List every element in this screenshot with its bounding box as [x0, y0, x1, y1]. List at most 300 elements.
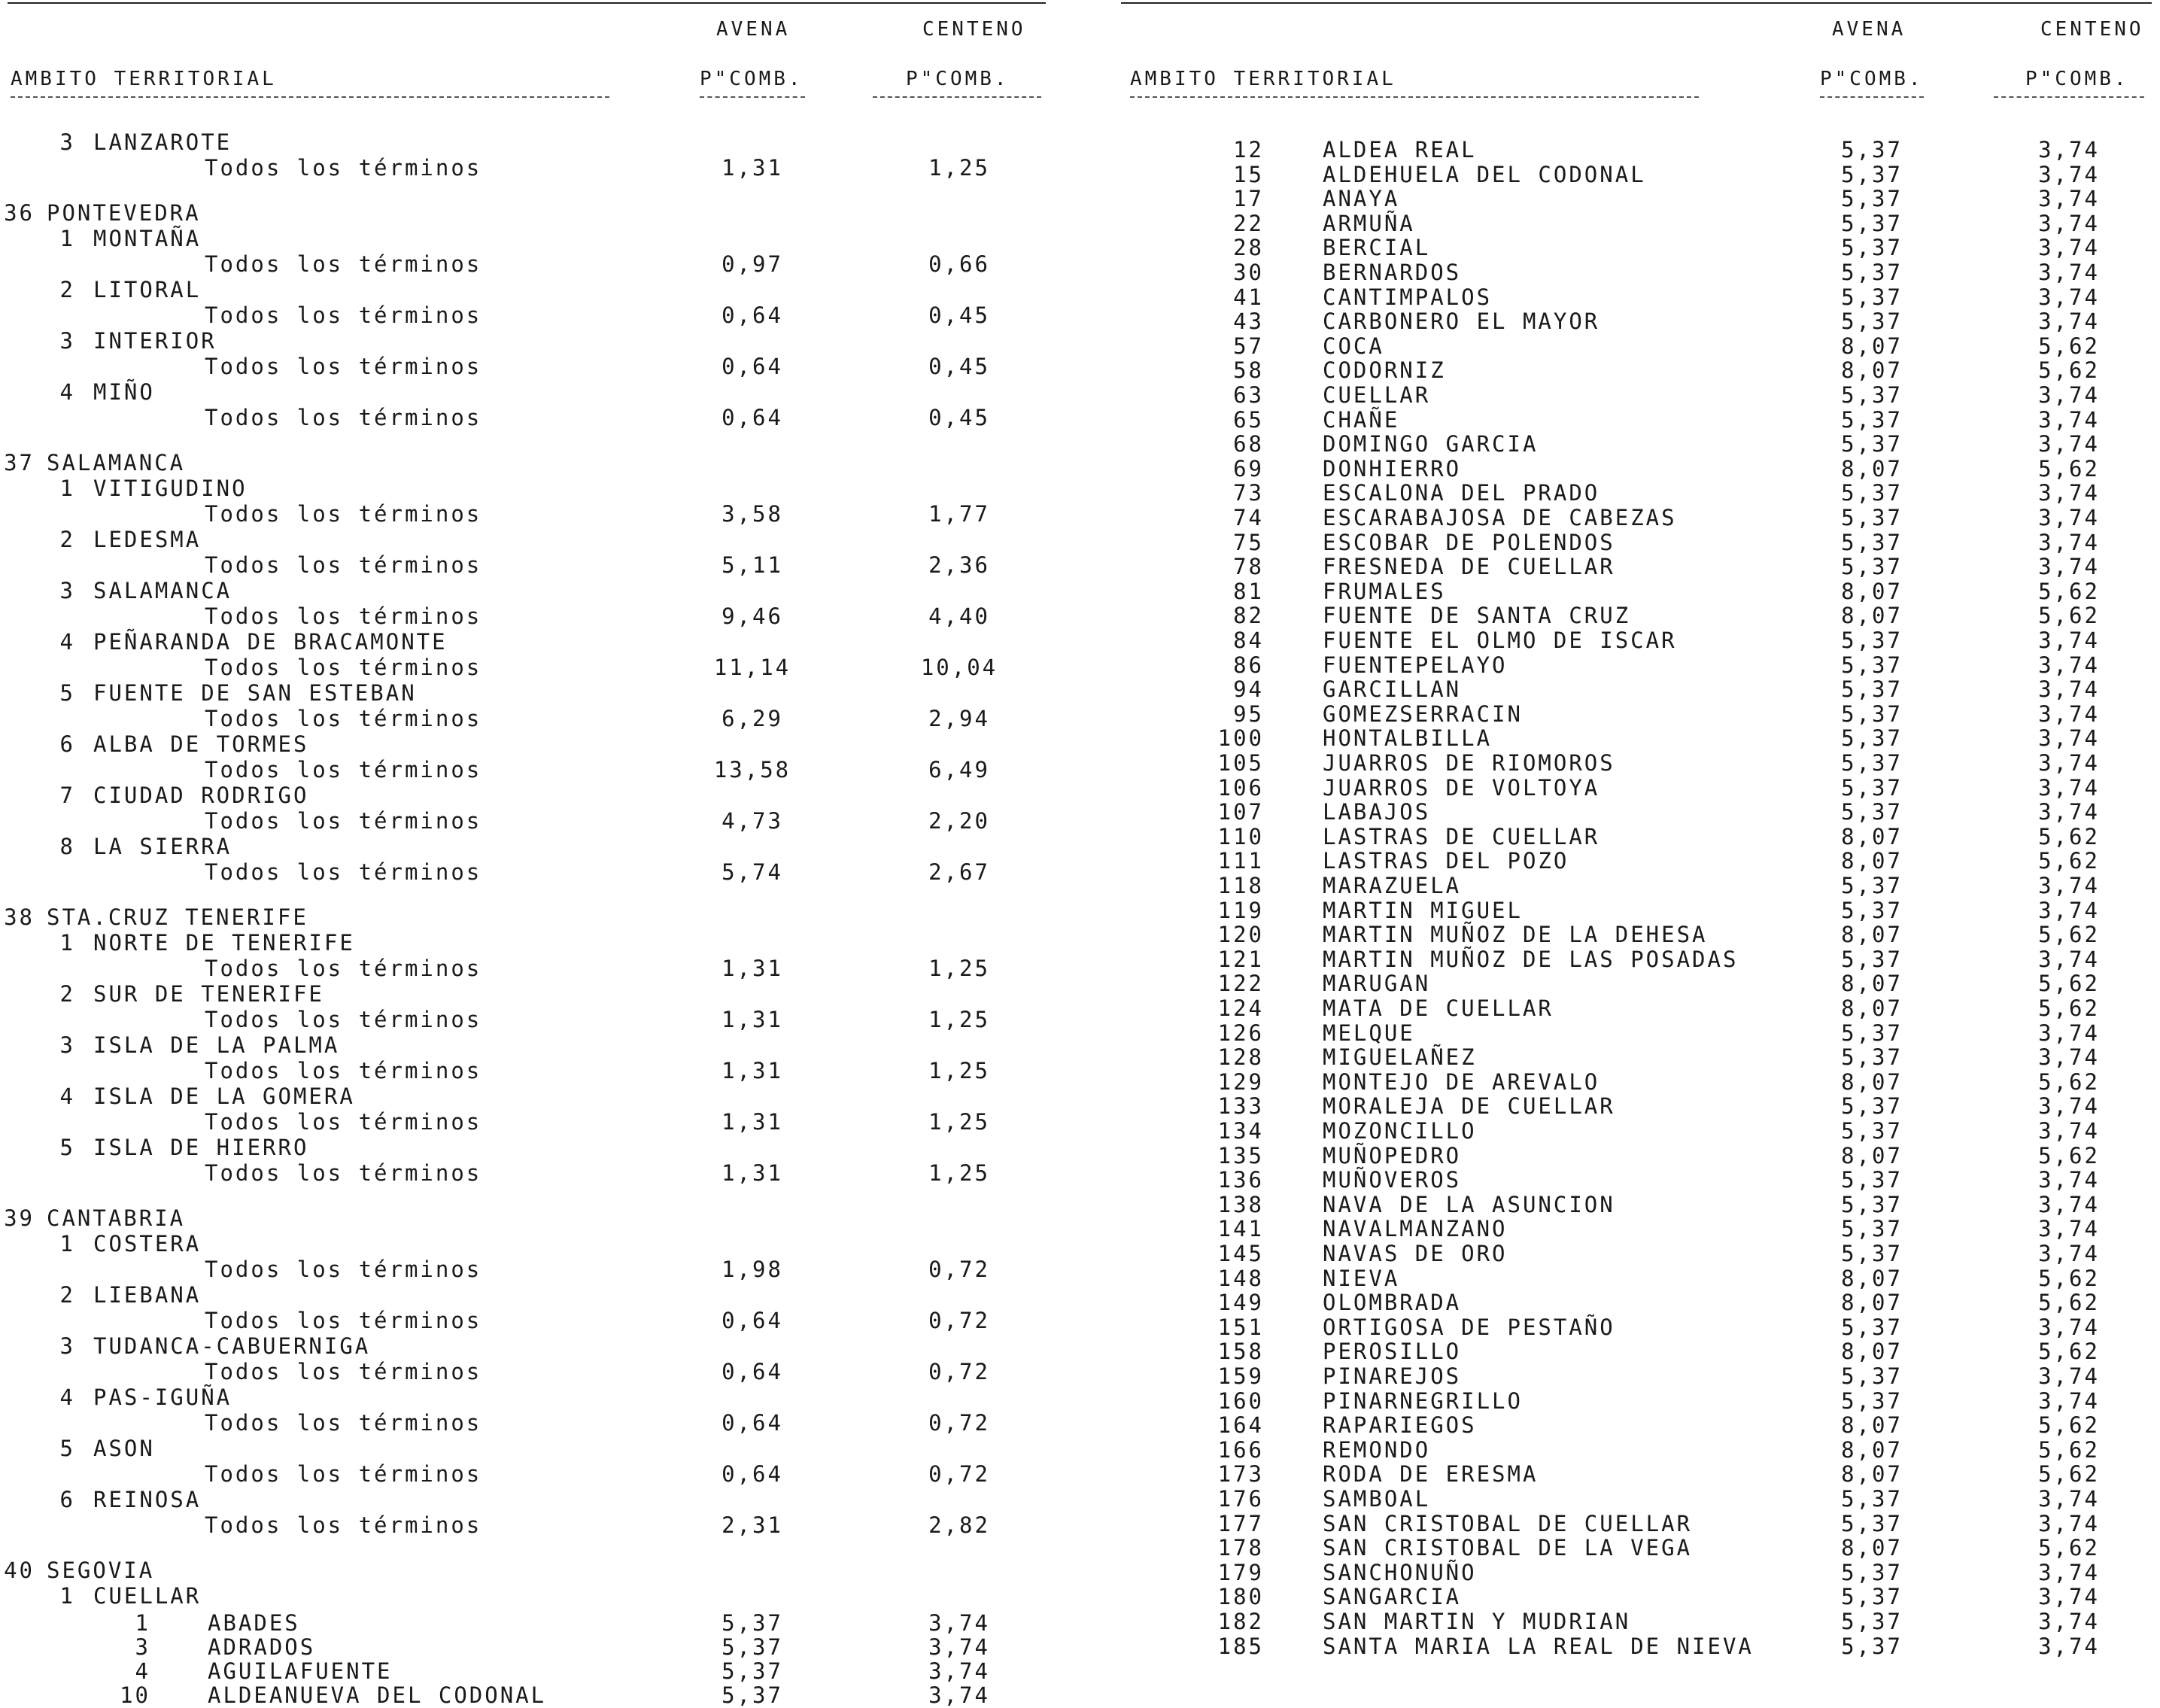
- municipio-code: 68: [1233, 431, 1264, 457]
- avena-value: 5,37: [1841, 1216, 1903, 1242]
- municipio-code: 41: [1233, 284, 1264, 310]
- municipio-name: MARUGAN: [1323, 971, 1431, 997]
- centeno-value: 5,62: [2038, 848, 2100, 874]
- municipio-code: 182: [1217, 1609, 1264, 1634]
- table-row: [1113, 1388, 2160, 1412]
- municipio-name: FUENTE DE SANTA CRUZ: [1323, 603, 1631, 629]
- comarca-code: 3: [59, 129, 75, 155]
- municipio-name: ALDEANUEVA DEL CODONAL: [208, 1682, 547, 1708]
- municipio-name: MUÑOVEROS: [1323, 1167, 1462, 1193]
- header-avena: AVENA: [716, 18, 791, 41]
- centeno-value: 5,62: [2038, 1265, 2100, 1291]
- header-ambito: AMBITO TERRITORIAL: [11, 68, 277, 90]
- comarca-code: 6: [59, 1487, 75, 1512]
- table-row: [0, 1282, 1053, 1308]
- centeno-value: 3,74: [2038, 406, 2100, 433]
- avena-value: 5,37: [1841, 701, 1903, 727]
- centeno-value: 2,20: [928, 808, 990, 834]
- municipio-name: ESCALONA DEL PRADO: [1323, 480, 1600, 506]
- municipio-code: 84: [1233, 628, 1264, 653]
- centeno-value: 5,62: [2038, 603, 2100, 629]
- avena-value: 0,64: [722, 302, 783, 328]
- table-row: [0, 1231, 1053, 1257]
- municipio-code: 82: [1233, 603, 1264, 629]
- municipio-code: 148: [1217, 1265, 1264, 1291]
- table-row: [1113, 1093, 2160, 1120]
- header-centeno-sub: P"COMB.: [2025, 68, 2129, 90]
- avena-value: 2,31: [722, 1512, 783, 1538]
- centeno-value: 5,62: [2038, 1290, 2100, 1316]
- table-row: [0, 655, 1053, 680]
- centeno-value: 2,36: [928, 552, 990, 578]
- municipio-code: 176: [1217, 1486, 1264, 1512]
- province-code: 40: [4, 1558, 35, 1583]
- table-row: [0, 476, 1053, 501]
- todos-label: Todos los términos: [205, 501, 482, 527]
- municipio-code: 4: [135, 1658, 150, 1684]
- table-row: [1113, 750, 2160, 774]
- avena-value: 8,07: [1841, 971, 1903, 997]
- table-row: [1113, 1143, 2160, 1167]
- centeno-value: 5,62: [2038, 1461, 2100, 1488]
- avena-value: 5,37: [1841, 554, 1903, 580]
- header-rule: [1994, 96, 2144, 98]
- municipio-name: PINAREJOS: [1323, 1363, 1462, 1389]
- municipio-code: 3: [135, 1634, 150, 1660]
- municipio-code: 95: [1233, 701, 1264, 727]
- centeno-value: 10,04: [920, 655, 998, 680]
- table-row: [0, 1333, 1053, 1359]
- table-row: [1113, 235, 2160, 259]
- municipio-name: CODORNIZ: [1323, 357, 1446, 384]
- municipio-code: 100: [1217, 725, 1264, 752]
- avena-value: 5,37: [1841, 480, 1903, 506]
- table-row: [1113, 1192, 2160, 1216]
- table-row: [1113, 775, 2160, 799]
- header-centeno-sub: P"COMB.: [906, 68, 1010, 90]
- municipio-code: 151: [1217, 1314, 1264, 1340]
- comarca-code: 3: [59, 578, 75, 603]
- avena-value: 5,37: [1841, 406, 1903, 433]
- comarca-code: 3: [59, 1032, 75, 1058]
- avena-value: 1,31: [722, 155, 783, 181]
- municipio-name: GARCILLAN: [1323, 676, 1462, 703]
- avena-value: 0,64: [722, 354, 783, 379]
- comarca-name: PEÑARANDA DE BRACAMONTE: [93, 629, 448, 655]
- municipio-name: ABADES: [208, 1610, 300, 1636]
- centeno-value: 3,74: [2038, 1584, 2100, 1610]
- municipio-code: 122: [1217, 971, 1264, 997]
- avena-value: 5,37: [1841, 1191, 1903, 1217]
- municipio-name: MUÑOPEDRO: [1323, 1142, 1462, 1169]
- municipio-name: NAVAS DE ORO: [1323, 1241, 1508, 1266]
- municipio-name: FUENTEPELAYO: [1323, 652, 1508, 678]
- table-row: [1113, 579, 2160, 603]
- municipio-name: CARBONERO EL MAYOR: [1323, 308, 1600, 335]
- centeno-value: 0,72: [928, 1308, 990, 1333]
- comarca-name: LANZAROTE: [93, 129, 232, 155]
- centeno-value: 3,74: [2038, 799, 2100, 825]
- table-row: [1113, 628, 2160, 652]
- province-code: 37: [4, 450, 35, 476]
- comarca-name: ALBA DE TORMES: [93, 731, 309, 757]
- table-row: [1113, 1535, 2160, 1559]
- municipio-code: 105: [1217, 750, 1264, 776]
- comarca-name: MIÑO: [93, 379, 155, 405]
- municipio-code: 124: [1217, 995, 1264, 1021]
- municipio-name: NIEVA: [1323, 1265, 1400, 1291]
- comarca-name: ISLA DE HIERRO: [93, 1135, 309, 1160]
- centeno-value: 3,74: [2038, 1216, 2100, 1242]
- centeno-value: 3,74: [2038, 137, 2100, 163]
- centeno-value: 3,74: [2038, 1020, 2100, 1046]
- centeno-value: 3,74: [2038, 382, 2100, 408]
- municipio-code: 158: [1217, 1339, 1264, 1365]
- table-row: [1113, 947, 2160, 971]
- municipio-name: LABAJOS: [1323, 799, 1431, 825]
- municipio-code: 1: [135, 1610, 150, 1636]
- avena-value: 5,11: [722, 552, 783, 578]
- municipio-name: GOMEZSERRACIN: [1323, 701, 1523, 727]
- avena-value: 0,64: [722, 1359, 783, 1384]
- avena-value: 8,07: [1841, 357, 1903, 384]
- table-row: [1113, 186, 2160, 210]
- table-row: [1113, 1437, 2160, 1461]
- comarca-name: INTERIOR: [93, 328, 217, 354]
- centeno-value: 1,25: [928, 1007, 990, 1032]
- table-row: [0, 226, 1053, 251]
- municipio-name: SANCHONUÑO: [1323, 1559, 1477, 1585]
- table-row: [1113, 308, 2160, 333]
- header-rule: [11, 96, 609, 98]
- avena-value: 8,07: [1841, 1461, 1903, 1488]
- centeno-value: 2,67: [928, 859, 990, 885]
- centeno-value: 5,62: [2038, 1142, 2100, 1169]
- table-row: [1113, 1020, 2160, 1044]
- avena-value: 6,29: [722, 706, 783, 731]
- table-row: [1113, 824, 2160, 848]
- municipio-code: 110: [1217, 823, 1264, 849]
- table-row: [0, 1083, 1053, 1109]
- avena-value: 8,07: [1841, 1265, 1903, 1291]
- municipio-name: ESCARABAJOSA DE CABEZAS: [1323, 505, 1677, 530]
- table-row: [1113, 1511, 2160, 1535]
- table-row: [1113, 1486, 2160, 1510]
- comarca-code: 1: [59, 476, 75, 501]
- table-row: [1113, 284, 2160, 308]
- municipio-code: 141: [1217, 1216, 1264, 1242]
- comarca-name: NORTE DE TENERIFE: [93, 930, 355, 956]
- centeno-value: 3,74: [928, 1634, 990, 1660]
- table-row: [0, 956, 1053, 981]
- municipio-code: 57: [1233, 333, 1264, 359]
- avena-value: 5,37: [1841, 210, 1903, 236]
- avena-value: 5,37: [1841, 1020, 1903, 1046]
- comarca-name: TUDANCA-CABUERNIGA: [93, 1333, 371, 1359]
- todos-label: Todos los términos: [205, 808, 482, 834]
- municipio-code: 63: [1233, 382, 1264, 408]
- comarca-code: 4: [59, 1384, 75, 1410]
- table-row: [1113, 357, 2160, 384]
- header-rule: [1820, 96, 1924, 98]
- centeno-value: 3,74: [2038, 431, 2100, 457]
- table-row: [0, 450, 1053, 476]
- table-row: [1113, 1560, 2160, 1584]
- municipio-code: 121: [1217, 946, 1264, 972]
- table-row: [0, 1558, 1053, 1583]
- avena-value: 8,07: [1841, 922, 1903, 948]
- centeno-value: 1,25: [928, 1058, 990, 1083]
- municipio-code: 129: [1217, 1068, 1264, 1095]
- table-row: [0, 1007, 1053, 1032]
- avena-value: 5,37: [1841, 750, 1903, 776]
- table-row: [0, 1384, 1053, 1410]
- comarca-name: SUR DE TENERIFE: [93, 981, 324, 1007]
- municipio-name: COCA: [1323, 333, 1384, 359]
- province-name: PONTEVEDRA: [47, 200, 201, 226]
- table-row: [1113, 382, 2160, 406]
- municipio-name: NAVALMANZANO: [1323, 1216, 1508, 1242]
- avena-value: 5,37: [1841, 1609, 1903, 1634]
- municipio-code: 179: [1217, 1559, 1264, 1585]
- comarca-code: 8: [59, 834, 75, 859]
- comarca-name: SALAMANCA: [93, 578, 232, 603]
- municipio-name: LASTRAS DE CUELLAR: [1323, 823, 1600, 849]
- avena-value: 5,74: [722, 859, 783, 885]
- comarca-name: LEDESMA: [93, 527, 202, 552]
- todos-label: Todos los términos: [205, 1461, 482, 1487]
- avena-value: 5,37: [722, 1634, 783, 1660]
- avena-value: 8,07: [1841, 995, 1903, 1021]
- comarca-code: 4: [59, 379, 75, 405]
- todos-label: Todos los términos: [205, 1359, 482, 1384]
- todos-label: Todos los términos: [205, 1007, 482, 1032]
- municipio-code: 119: [1217, 897, 1264, 923]
- centeno-value: 0,72: [928, 1257, 990, 1282]
- municipio-name: SANGARCIA: [1323, 1584, 1462, 1610]
- centeno-value: 3,74: [2038, 774, 2100, 801]
- centeno-value: 5,62: [2038, 922, 2100, 948]
- municipio-name: CUELLAR: [1323, 382, 1431, 408]
- avena-value: 8,07: [1841, 578, 1903, 604]
- table-row: [1113, 1412, 2160, 1439]
- municipio-name: LASTRAS DEL POZO: [1323, 848, 1569, 874]
- avena-value: 5,37: [1841, 1387, 1903, 1414]
- table-row: [1113, 1363, 2160, 1387]
- table-row: [1113, 848, 2160, 872]
- avena-value: 8,07: [1841, 823, 1903, 849]
- avena-value: 5,37: [1841, 628, 1903, 653]
- avena-value: 5,37: [1841, 1241, 1903, 1266]
- table-row: [1113, 1634, 2160, 1658]
- comarca-code: 2: [59, 981, 75, 1007]
- todos-label: Todos los términos: [205, 405, 482, 430]
- table-row: [1113, 333, 2160, 357]
- municipio-code: 69: [1233, 455, 1264, 482]
- avena-value: 5,37: [1841, 1093, 1903, 1120]
- municipio-name: FRESNEDA DE CUELLAR: [1323, 554, 1615, 580]
- table-row: [0, 302, 1053, 328]
- municipio-name: ESCOBAR DE POLENDOS: [1323, 529, 1615, 555]
- centeno-value: 3,74: [2038, 946, 2100, 972]
- municipio-code: 173: [1217, 1461, 1264, 1488]
- table-row: [0, 1610, 1053, 1636]
- comarca-code: 5: [59, 1135, 75, 1160]
- avena-value: 8,07: [1841, 455, 1903, 482]
- table-row: [1113, 1290, 2160, 1314]
- avena-value: 5,37: [1841, 1118, 1903, 1144]
- top-rule: [8, 2, 1046, 4]
- table-row: [0, 1308, 1053, 1333]
- table-row: [0, 1135, 1053, 1160]
- centeno-value: 3,74: [2038, 210, 2100, 236]
- municipio-code: 65: [1233, 406, 1264, 433]
- avena-value: 0,64: [722, 1461, 783, 1487]
- municipio-code: 126: [1217, 1020, 1264, 1046]
- table-row: [1113, 725, 2160, 752]
- header-rule: [1130, 96, 1699, 98]
- table-row: [1113, 1216, 2160, 1240]
- table-row: [0, 501, 1053, 527]
- centeno-value: 2,94: [928, 706, 990, 731]
- avena-value: 5,37: [1841, 1633, 1903, 1659]
- avena-value: 8,07: [1841, 848, 1903, 874]
- table-row: [0, 1658, 1053, 1684]
- todos-label: Todos los términos: [205, 1109, 482, 1135]
- avena-value: 5,37: [1841, 873, 1903, 898]
- municipio-code: 180: [1217, 1584, 1264, 1610]
- table-row: [1113, 431, 2160, 455]
- centeno-value: 1,25: [928, 155, 990, 181]
- table-row: [1113, 873, 2160, 897]
- table-row: [0, 1487, 1053, 1512]
- table-row: [1113, 1241, 2160, 1265]
- centeno-value: 3,74: [2038, 1191, 2100, 1217]
- avena-value: 5,37: [1841, 652, 1903, 678]
- municipio-code: 73: [1233, 480, 1264, 506]
- table-row: [0, 1436, 1053, 1461]
- avena-value: 8,07: [1841, 1290, 1903, 1316]
- table-row: [0, 680, 1053, 706]
- centeno-value: 4,40: [928, 603, 990, 629]
- municipio-code: 135: [1217, 1142, 1264, 1169]
- avena-value: 8,07: [1841, 1412, 1903, 1439]
- centeno-value: 0,45: [928, 302, 990, 328]
- table-row: [1113, 505, 2160, 529]
- comarca-name: LA SIERRA: [93, 834, 232, 859]
- municipio-code: 28: [1233, 235, 1264, 261]
- avena-value: 8,07: [1841, 1535, 1903, 1561]
- table-row: [0, 1682, 1053, 1708]
- municipio-name: MIGUELAÑEZ: [1323, 1044, 1477, 1071]
- centeno-value: 0,45: [928, 354, 990, 379]
- centeno-value: 3,74: [2038, 1044, 2100, 1071]
- avena-value: 5,37: [1841, 1486, 1903, 1512]
- municipio-code: 111: [1217, 848, 1264, 874]
- header-avena-sub: P"COMB.: [1820, 68, 1924, 90]
- avena-value: 8,07: [1841, 333, 1903, 359]
- municipio-name: ORTIGOSA DE PESTAÑO: [1323, 1314, 1615, 1340]
- avena-value: 5,37: [1841, 529, 1903, 555]
- municipio-name: SAMBOAL: [1323, 1486, 1431, 1512]
- table-row: [1113, 456, 2160, 480]
- province-name: SALAMANCA: [47, 450, 186, 476]
- comarca-name: CIUDAD RODRIGO: [93, 783, 309, 808]
- table-row: [0, 1058, 1053, 1083]
- municipio-code: 107: [1217, 799, 1264, 825]
- table-row: [0, 859, 1053, 885]
- municipio-code: 159: [1217, 1363, 1264, 1389]
- avena-value: 5,37: [1841, 260, 1903, 285]
- table-row: [1113, 530, 2160, 554]
- table-row: [1113, 137, 2160, 161]
- centeno-value: 3,74: [2038, 1486, 2100, 1512]
- table-row: [0, 1160, 1053, 1186]
- municipio-code: 128: [1217, 1044, 1264, 1071]
- avena-value: 5,37: [1841, 897, 1903, 923]
- comarca-code: 2: [59, 527, 75, 552]
- municipio-code: 164: [1217, 1412, 1264, 1439]
- avena-value: 1,31: [722, 1058, 783, 1083]
- centeno-value: 3,74: [2038, 284, 2100, 310]
- municipio-code: 15: [1233, 161, 1264, 187]
- municipio-name: PINARNEGRILLO: [1323, 1387, 1523, 1414]
- table-row: [1113, 1069, 2160, 1093]
- centeno-value: 0,45: [928, 405, 990, 430]
- avena-value: 5,37: [1841, 161, 1903, 187]
- municipio-name: MARTIN MUÑOZ DE LA DEHESA: [1323, 922, 1708, 948]
- centeno-value: 3,74: [2038, 1167, 2100, 1193]
- municipio-code: 10: [120, 1682, 150, 1708]
- comarca-code: 1: [59, 1231, 75, 1257]
- avena-value: 5,37: [1841, 1584, 1903, 1610]
- centeno-value: 5,62: [2038, 357, 2100, 384]
- centeno-value: 5,62: [2038, 995, 2100, 1021]
- municipio-name: NAVA DE LA ASUNCION: [1323, 1191, 1615, 1217]
- centeno-value: 5,62: [2038, 1068, 2100, 1095]
- province-name: SEGOVIA: [47, 1558, 155, 1583]
- municipio-name: ALDEHUELA DEL CODONAL: [1323, 161, 1646, 187]
- avena-value: 1,98: [722, 1257, 783, 1282]
- municipio-name: MOZONCILLO: [1323, 1118, 1477, 1144]
- centeno-value: 0,72: [928, 1461, 990, 1487]
- table-row: [0, 527, 1053, 552]
- comarca-code: 2: [59, 1282, 75, 1308]
- avena-value: 5,37: [1841, 308, 1903, 335]
- avena-value: 5,37: [1841, 505, 1903, 530]
- table-row: [1113, 603, 2160, 627]
- centeno-value: 3,74: [2038, 235, 2100, 261]
- table-row: [1113, 1314, 2160, 1339]
- avena-value: 8,07: [1841, 1068, 1903, 1095]
- centeno-value: 3,74: [2038, 1363, 2100, 1389]
- header-rule: [873, 96, 1041, 98]
- municipio-name: MARTIN MUÑOZ DE LAS POSADAS: [1323, 946, 1739, 972]
- table-row: [1113, 799, 2160, 823]
- municipio-name: MARTIN MIGUEL: [1323, 897, 1523, 923]
- municipio-code: 43: [1233, 308, 1264, 335]
- table-row: [0, 706, 1053, 731]
- comarca-name: REINOSA: [93, 1487, 202, 1512]
- centeno-value: 3,74: [2038, 505, 2100, 530]
- avena-value: 0,97: [722, 251, 783, 277]
- todos-label: Todos los términos: [205, 302, 482, 328]
- avena-value: 5,37: [1841, 137, 1903, 163]
- table-row: [0, 783, 1053, 808]
- municipio-code: 17: [1233, 186, 1264, 212]
- avena-value: 5,37: [1841, 676, 1903, 703]
- municipio-code: 86: [1233, 652, 1264, 678]
